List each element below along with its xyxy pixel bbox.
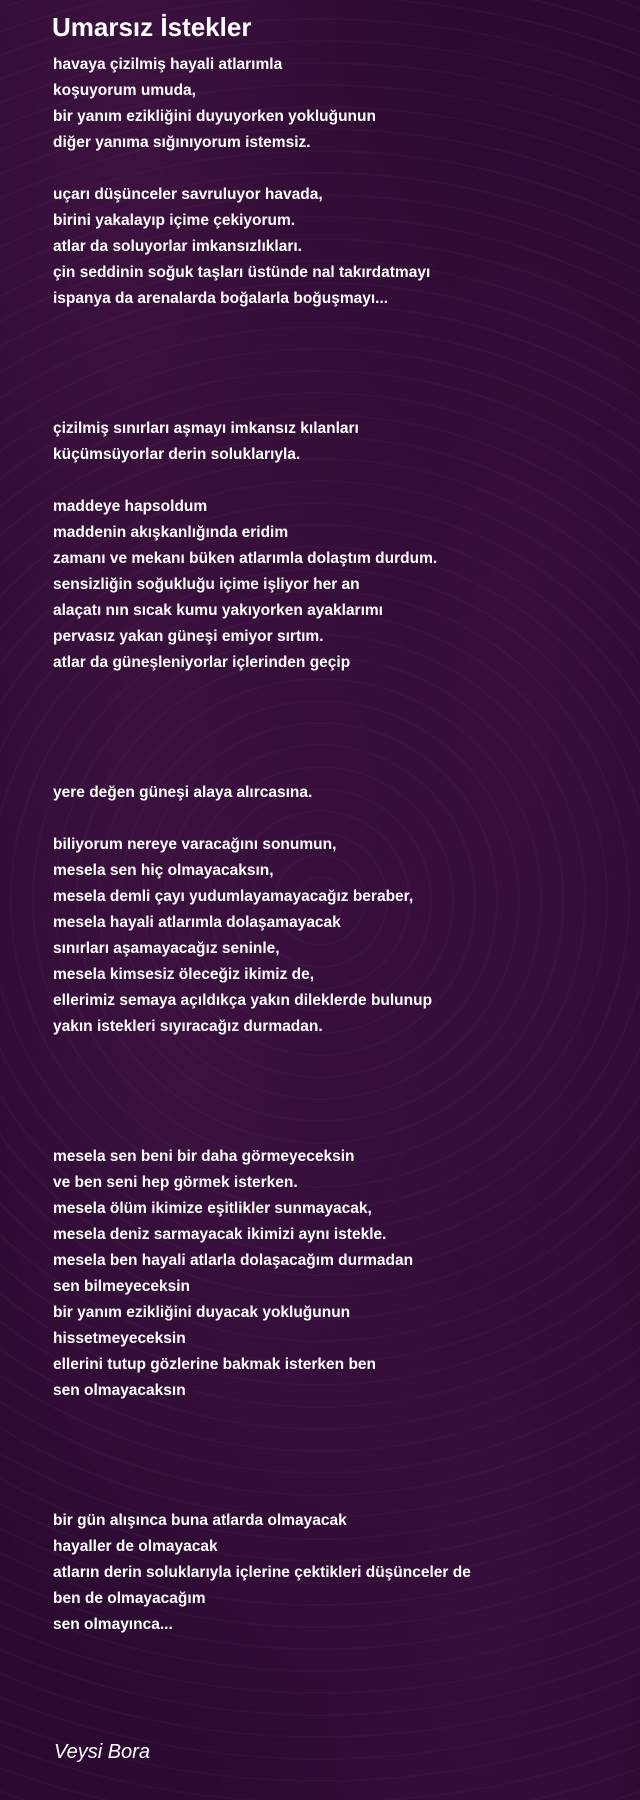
poem-line: sen olmayacaksın: [53, 1382, 186, 1399]
poem-line: biliyorum nereye varacağını sonumun,: [53, 836, 337, 853]
poem-line: atlar da güneşleniyorlar içlerinden geçip: [53, 654, 351, 671]
poem-line: mesela kimsesiz öleceğiz ikimiz de,: [53, 966, 315, 983]
poem-line: bir gün alışınca buna atlarda olmayacak: [53, 1512, 347, 1529]
poem-line: ispanya da arenalarda boğalarla boğuşmayı...: [53, 290, 389, 307]
poem-line: hissetmeyeceksin: [53, 1330, 186, 1347]
poem-author: Veysi Bora: [54, 1741, 150, 1763]
stanza: [53, 780, 613, 806]
poem-body: [53, 52, 613, 1664]
poem-line: mesela deniz sarmayacak ikimizi aynı istekle.: [53, 1226, 387, 1243]
poem-line: pervasız yakan güneşi emiyor sırtım.: [53, 628, 324, 645]
poem-line: hayaller de olmayacak: [53, 1538, 218, 1555]
poem-line: sen bilmeyeceksin: [53, 1278, 190, 1295]
poem-line: yere değen güneşi alaya alırcasına.: [53, 784, 313, 801]
poem-line: ve ben seni hep görmek isterken.: [53, 1174, 298, 1191]
poem-line: diğer yanıma sığınıyorum istemsiz.: [53, 134, 311, 151]
stanza: [53, 52, 613, 156]
poem-line: mesela ben hayali atlarla dolaşacağım durmadan: [53, 1252, 414, 1269]
poem-line: zamanı ve mekanı büken atlarımla dolaştım durdum.: [53, 550, 438, 567]
stanza: [53, 832, 613, 1040]
poem-line: ben de olmayacağım: [53, 1590, 206, 1607]
poem-line: bir yanım ezikliğini duyacak yokluğunun: [53, 1304, 351, 1321]
poem-line: sen olmayınca...: [53, 1616, 173, 1633]
poem-line: maddenin akışkanlığında eridim: [53, 524, 289, 541]
stanza: [53, 494, 613, 676]
stanza: [53, 1144, 613, 1404]
stanza: [53, 1508, 613, 1638]
poem-line: havaya çizilmiş hayali atlarımla: [53, 56, 283, 73]
poem-line: birini yakalayıp içime çekiyorum.: [53, 212, 296, 229]
poem-line: ellerimiz semaya açıldıkça yakın dileklerde bulunup: [53, 992, 433, 1009]
poem-line: mesela sen hiç olmayacaksın,: [53, 862, 274, 879]
poem-line: mesela demli çayı yudumlayamayacağız beraber,: [53, 888, 414, 905]
stanza: [53, 416, 613, 468]
poem-line: maddeye hapsoldum: [53, 498, 208, 515]
poem-line: sınırları aşamayacağız seninle,: [53, 940, 280, 957]
poem-title: Umarsız İstekler: [52, 12, 252, 42]
poem-line: atların derin soluklarıyla içlerine çektikleri düşünceler de: [53, 1564, 471, 1581]
poem-line: mesela sen beni bir daha görmeyeceksin: [53, 1148, 355, 1165]
poem-line: yakın istekleri sıyıracağız durmadan.: [53, 1018, 323, 1035]
poem-line: sensizliğin soğukluğu içime işliyor her an: [53, 576, 360, 593]
poem-line: küçümsüyorlar derin soluklarıyla.: [53, 446, 301, 463]
poem-line: çizilmiş sınırları aşmayı imkansız kılanları: [53, 420, 359, 437]
poem-line: mesela ölüm ikimize eşitlikler sunmayacak,: [53, 1200, 372, 1217]
poem-line: uçarı düşünceler savruluyor havada,: [53, 186, 323, 203]
poem-line: alaçatı nın sıcak kumu yakıyorken ayaklarımı: [53, 602, 383, 619]
poem-line: ellerini tutup gözlerine bakmak isterken ben: [53, 1356, 377, 1373]
poem-line: çin seddinin soğuk taşları üstünde nal takırdatmayı: [53, 264, 431, 281]
poem-line: mesela hayali atlarımla dolaşamayacak: [53, 914, 341, 931]
poem-line: atlar da soluyorlar imkansızlıkları.: [53, 238, 302, 255]
poem-line: koşuyorum umuda,: [53, 82, 196, 99]
stanza: [53, 182, 613, 312]
poem-line: bir yanım ezikliğini duyuyorken yokluğunun: [53, 108, 376, 125]
